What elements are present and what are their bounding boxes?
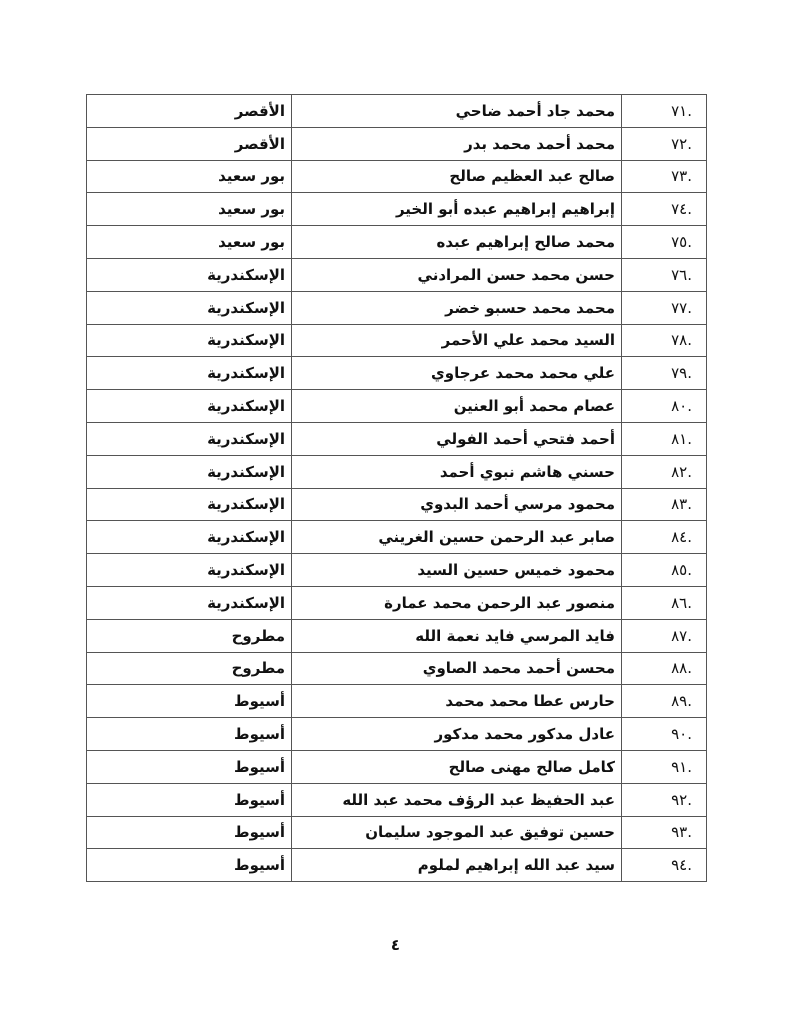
row-number: .٧٣: [622, 160, 707, 193]
governorate: بور سعيد: [87, 160, 292, 193]
governorate: الإسكندرية: [87, 586, 292, 619]
table-row: [87, 849, 707, 882]
table-row: [87, 127, 707, 160]
person-name: محمد جاد أحمد ضاحي: [292, 95, 622, 128]
person-name: سيد عبد الله إبراهيم لملوم: [292, 849, 622, 882]
person-name: السيد محمد علي الأحمر: [292, 324, 622, 357]
person-name: حسني هاشم نبوي أحمد: [292, 455, 622, 488]
person-name: أحمد فتحي أحمد الفولي: [292, 422, 622, 455]
person-name: حارس عطا محمد محمد: [292, 685, 622, 718]
table-row: [87, 160, 707, 193]
person-name: إبراهيم إبراهيم عبده أبو الخير: [292, 193, 622, 226]
row-number: .٨٤: [622, 521, 707, 554]
table-row: [87, 193, 707, 226]
row-number: .٨٨: [622, 652, 707, 685]
person-name: علي محمد محمد عرجاوي: [292, 357, 622, 390]
row-number: .٨٦: [622, 586, 707, 619]
table-row: [87, 455, 707, 488]
governorate: أسيوط: [87, 750, 292, 783]
governorate: مطروح: [87, 652, 292, 685]
table-row: [87, 324, 707, 357]
governorate: الإسكندرية: [87, 357, 292, 390]
row-number: .٨٧: [622, 619, 707, 652]
person-name: محسن أحمد محمد الصاوي: [292, 652, 622, 685]
table-row: [87, 226, 707, 259]
table-row: [87, 718, 707, 751]
table-row: [87, 390, 707, 423]
row-number: .٩٢: [622, 783, 707, 816]
row-number: .٧٢: [622, 127, 707, 160]
row-number: .٧٩: [622, 357, 707, 390]
person-name: صابر عبد الرحمن حسين الغريني: [292, 521, 622, 554]
governorate: الأقصر: [87, 127, 292, 160]
row-number: .٧٤: [622, 193, 707, 226]
governorate: أسيوط: [87, 849, 292, 882]
table-row: [87, 521, 707, 554]
person-name: منصور عبد الرحمن محمد عمارة: [292, 586, 622, 619]
person-name: صالح عبد العظيم صالح: [292, 160, 622, 193]
person-name: محمد أحمد محمد بدر: [292, 127, 622, 160]
page-number: ٤: [390, 936, 401, 954]
person-name: محمود خميس حسين السيد: [292, 554, 622, 587]
row-number: .٨٠: [622, 390, 707, 423]
person-name: عبد الحفيظ عبد الرؤف محمد عبد الله: [292, 783, 622, 816]
row-number: .٨٩: [622, 685, 707, 718]
person-name: حسين توفيق عبد الموجود سليمان: [292, 816, 622, 849]
governorate: الإسكندرية: [87, 554, 292, 587]
row-number: .٩٣: [622, 816, 707, 849]
row-number: .٨٥: [622, 554, 707, 587]
person-name: فايد المرسي فايد نعمة الله: [292, 619, 622, 652]
person-name: عادل مدكور محمد مدكور: [292, 718, 622, 751]
person-name: محمود مرسي أحمد البدوي: [292, 488, 622, 521]
governorate: أسيوط: [87, 816, 292, 849]
table-row: [87, 750, 707, 783]
table-row: [87, 619, 707, 652]
row-number: .٧١: [622, 95, 707, 128]
governorate: الإسكندرية: [87, 324, 292, 357]
row-number: .٨٢: [622, 455, 707, 488]
person-name: عصام محمد أبو العنين: [292, 390, 622, 423]
table-row: [87, 554, 707, 587]
names-table-body: [87, 95, 707, 882]
row-number: .٧٨: [622, 324, 707, 357]
row-number: .٩١: [622, 750, 707, 783]
governorate: أسيوط: [87, 685, 292, 718]
row-number: .٧٧: [622, 291, 707, 324]
governorate: الإسكندرية: [87, 422, 292, 455]
governorate: الإسكندرية: [87, 488, 292, 521]
table-row: [87, 816, 707, 849]
governorate: أسيوط: [87, 718, 292, 751]
table-row: [87, 783, 707, 816]
governorate: الإسكندرية: [87, 258, 292, 291]
governorate: بور سعيد: [87, 226, 292, 259]
governorate: الإسكندرية: [87, 291, 292, 324]
row-number: .٧٥: [622, 226, 707, 259]
names-table: [86, 94, 707, 882]
governorate: مطروح: [87, 619, 292, 652]
governorate: أسيوط: [87, 783, 292, 816]
governorate: بور سعيد: [87, 193, 292, 226]
governorate: الإسكندرية: [87, 390, 292, 423]
table-row: [87, 488, 707, 521]
table-row: [87, 685, 707, 718]
table-row: [87, 291, 707, 324]
table-row: [87, 258, 707, 291]
table-row: [87, 652, 707, 685]
row-number: .٨١: [622, 422, 707, 455]
person-name: حسن محمد حسن المرادني: [292, 258, 622, 291]
table-row: [87, 357, 707, 390]
row-number: .٩٤: [622, 849, 707, 882]
governorate: الأقصر: [87, 95, 292, 128]
governorate: الإسكندرية: [87, 455, 292, 488]
person-name: كامل صالح مهنى صالح: [292, 750, 622, 783]
person-name: محمد صالح إبراهيم عبده: [292, 226, 622, 259]
table-row: [87, 422, 707, 455]
governorate: الإسكندرية: [87, 521, 292, 554]
table-row: [87, 95, 707, 128]
row-number: .٧٦: [622, 258, 707, 291]
table-row: [87, 586, 707, 619]
person-name: محمد محمد حسبو خضر: [292, 291, 622, 324]
row-number: .٨٣: [622, 488, 707, 521]
row-number: .٩٠: [622, 718, 707, 751]
